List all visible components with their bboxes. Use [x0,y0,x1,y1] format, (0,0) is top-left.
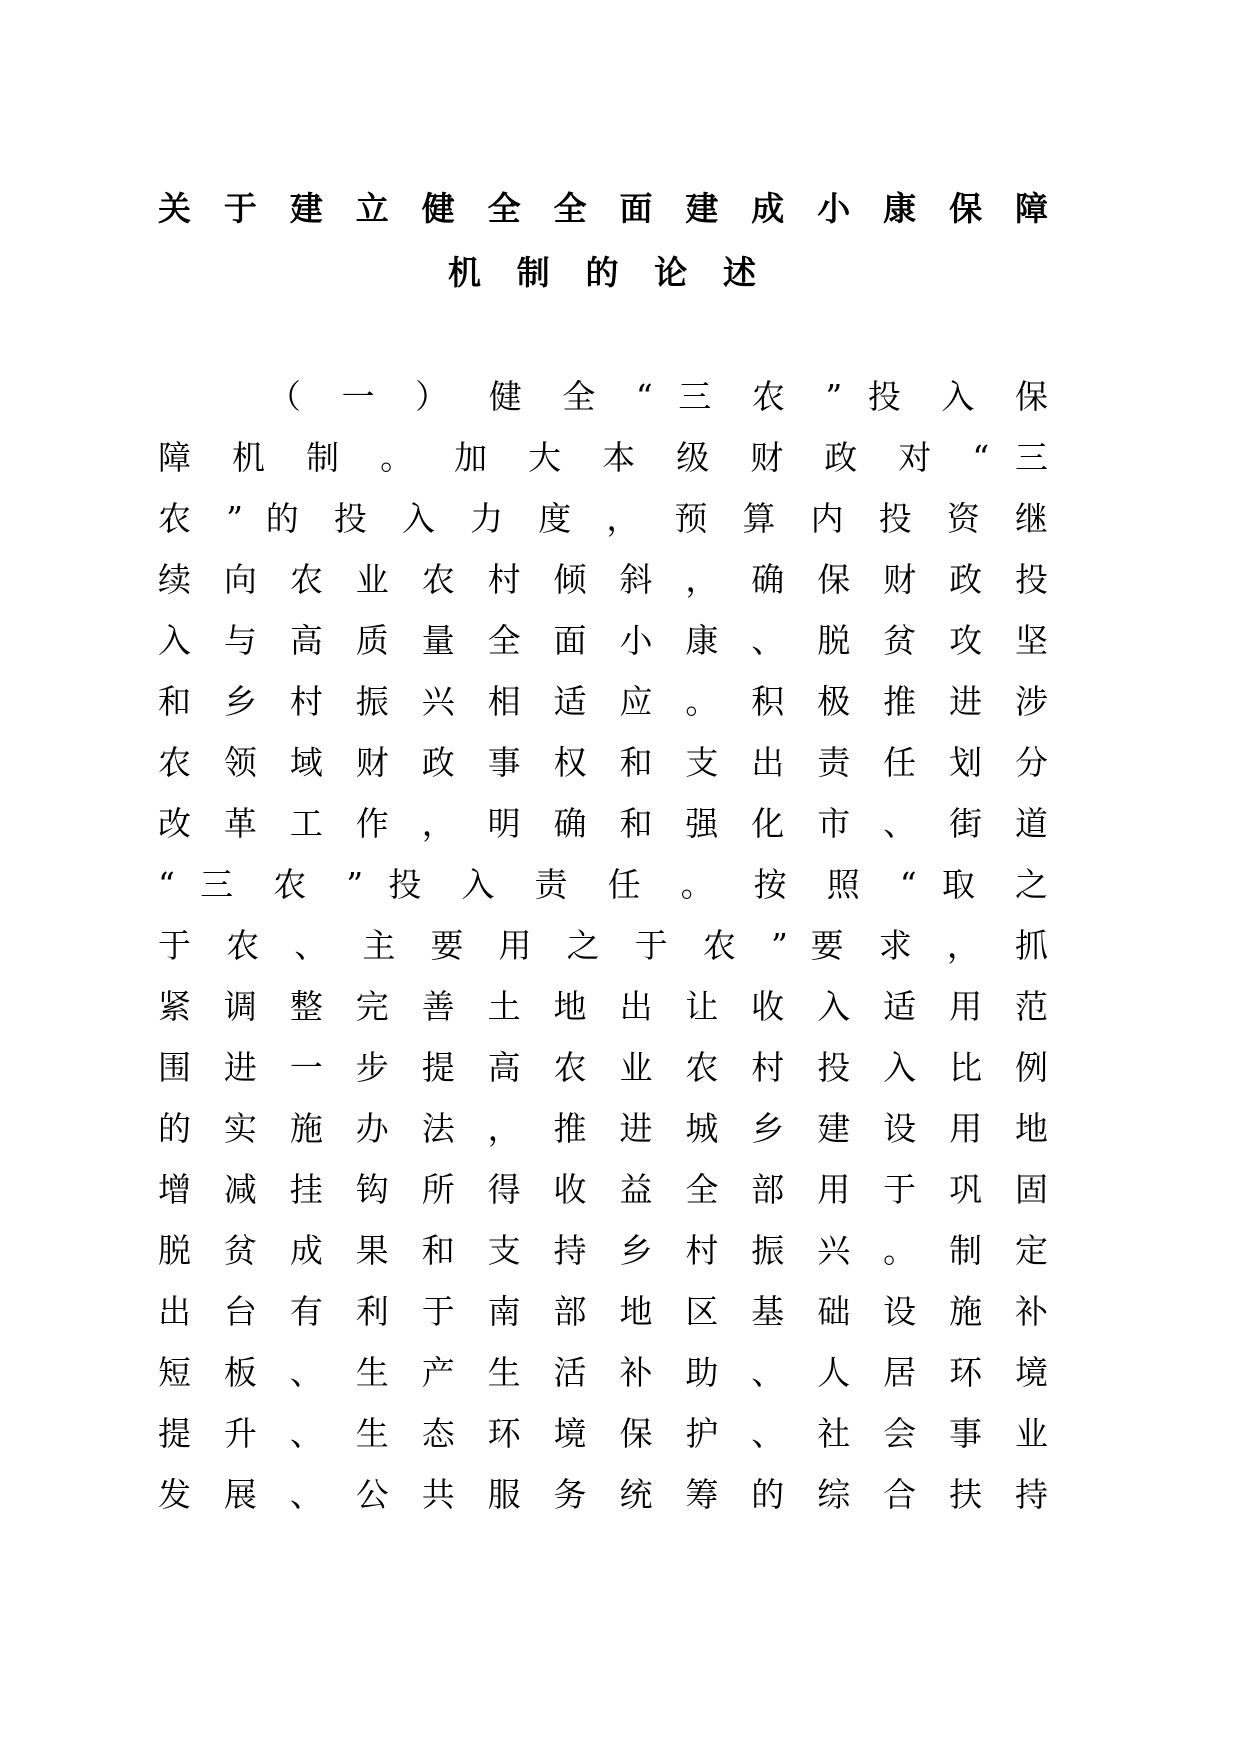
body-line-3: 农 ” 的 投 入 力 度 ， 预 算 内 投 资 继 [158,499,1048,538]
body-line-12: 围 进 一 步 提 高 农 业 农 村 投 入 比 例 [158,1048,1048,1087]
body-line-15: 脱 贫 成 果 和 支 持 乡 村 振 兴 。 制 定 [158,1231,1048,1270]
document-title-line-1: 关 于 建 立 健 全 全 面 建 成 小 康 保 障 [158,189,1048,228]
body-line-5: 入 与 高 质 量 全 面 小 康 、 脱 贫 攻 坚 [158,621,1048,660]
body-line-10: 于 农 、 主 要 用 之 于 农 ” 要 求 ， 抓 [158,926,1048,965]
body-line-4: 续 向 农 业 农 村 倾 斜 ， 确 保 财 政 投 [158,560,1048,599]
body-line-1: （ 一 ） 健 全 “ 三 农 ” 投 入 保 [268,377,1048,416]
body-line-11: 紧 调 整 完 善 土 地 出 让 收 入 适 用 范 [158,987,1048,1026]
body-line-9: “ 三 农 ” 投 入 责 任 。 按 照 “ 取 之 [158,865,1048,904]
body-line-19: 发 展 、 公 共 服 务 统 筹 的 综 合 扶 持 [158,1475,1048,1514]
body-line-2: 障 机 制 。 加 大 本 级 财 政 对 “ 三 [158,438,1048,477]
body-line-17: 短 板 、 生 产 生 活 补 助 、 人 居 环 境 [158,1353,1048,1392]
body-line-7: 农 领 域 财 政 事 权 和 支 出 责 任 划 分 [158,743,1048,782]
body-line-6: 和 乡 村 振 兴 相 适 应 。 积 极 推 进 涉 [158,682,1048,721]
body-line-14: 增 减 挂 钩 所 得 收 益 全 部 用 于 巩 固 [158,1170,1048,1209]
body-line-16: 出 台 有 利 于 南 部 地 区 基 础 设 施 补 [158,1292,1048,1331]
body-line-18: 提 升 、 生 态 环 境 保 护 、 社 会 事 业 [158,1414,1048,1453]
body-line-8: 改 革 工 作 ， 明 确 和 强 化 市 、 街 道 [158,804,1048,843]
body-line-13: 的 实 施 办 法 ， 推 进 城 乡 建 设 用 地 [158,1109,1048,1148]
document-title-line-2: 机 制 的 论 述 [448,253,756,292]
document-body [158,366,1048,1525]
